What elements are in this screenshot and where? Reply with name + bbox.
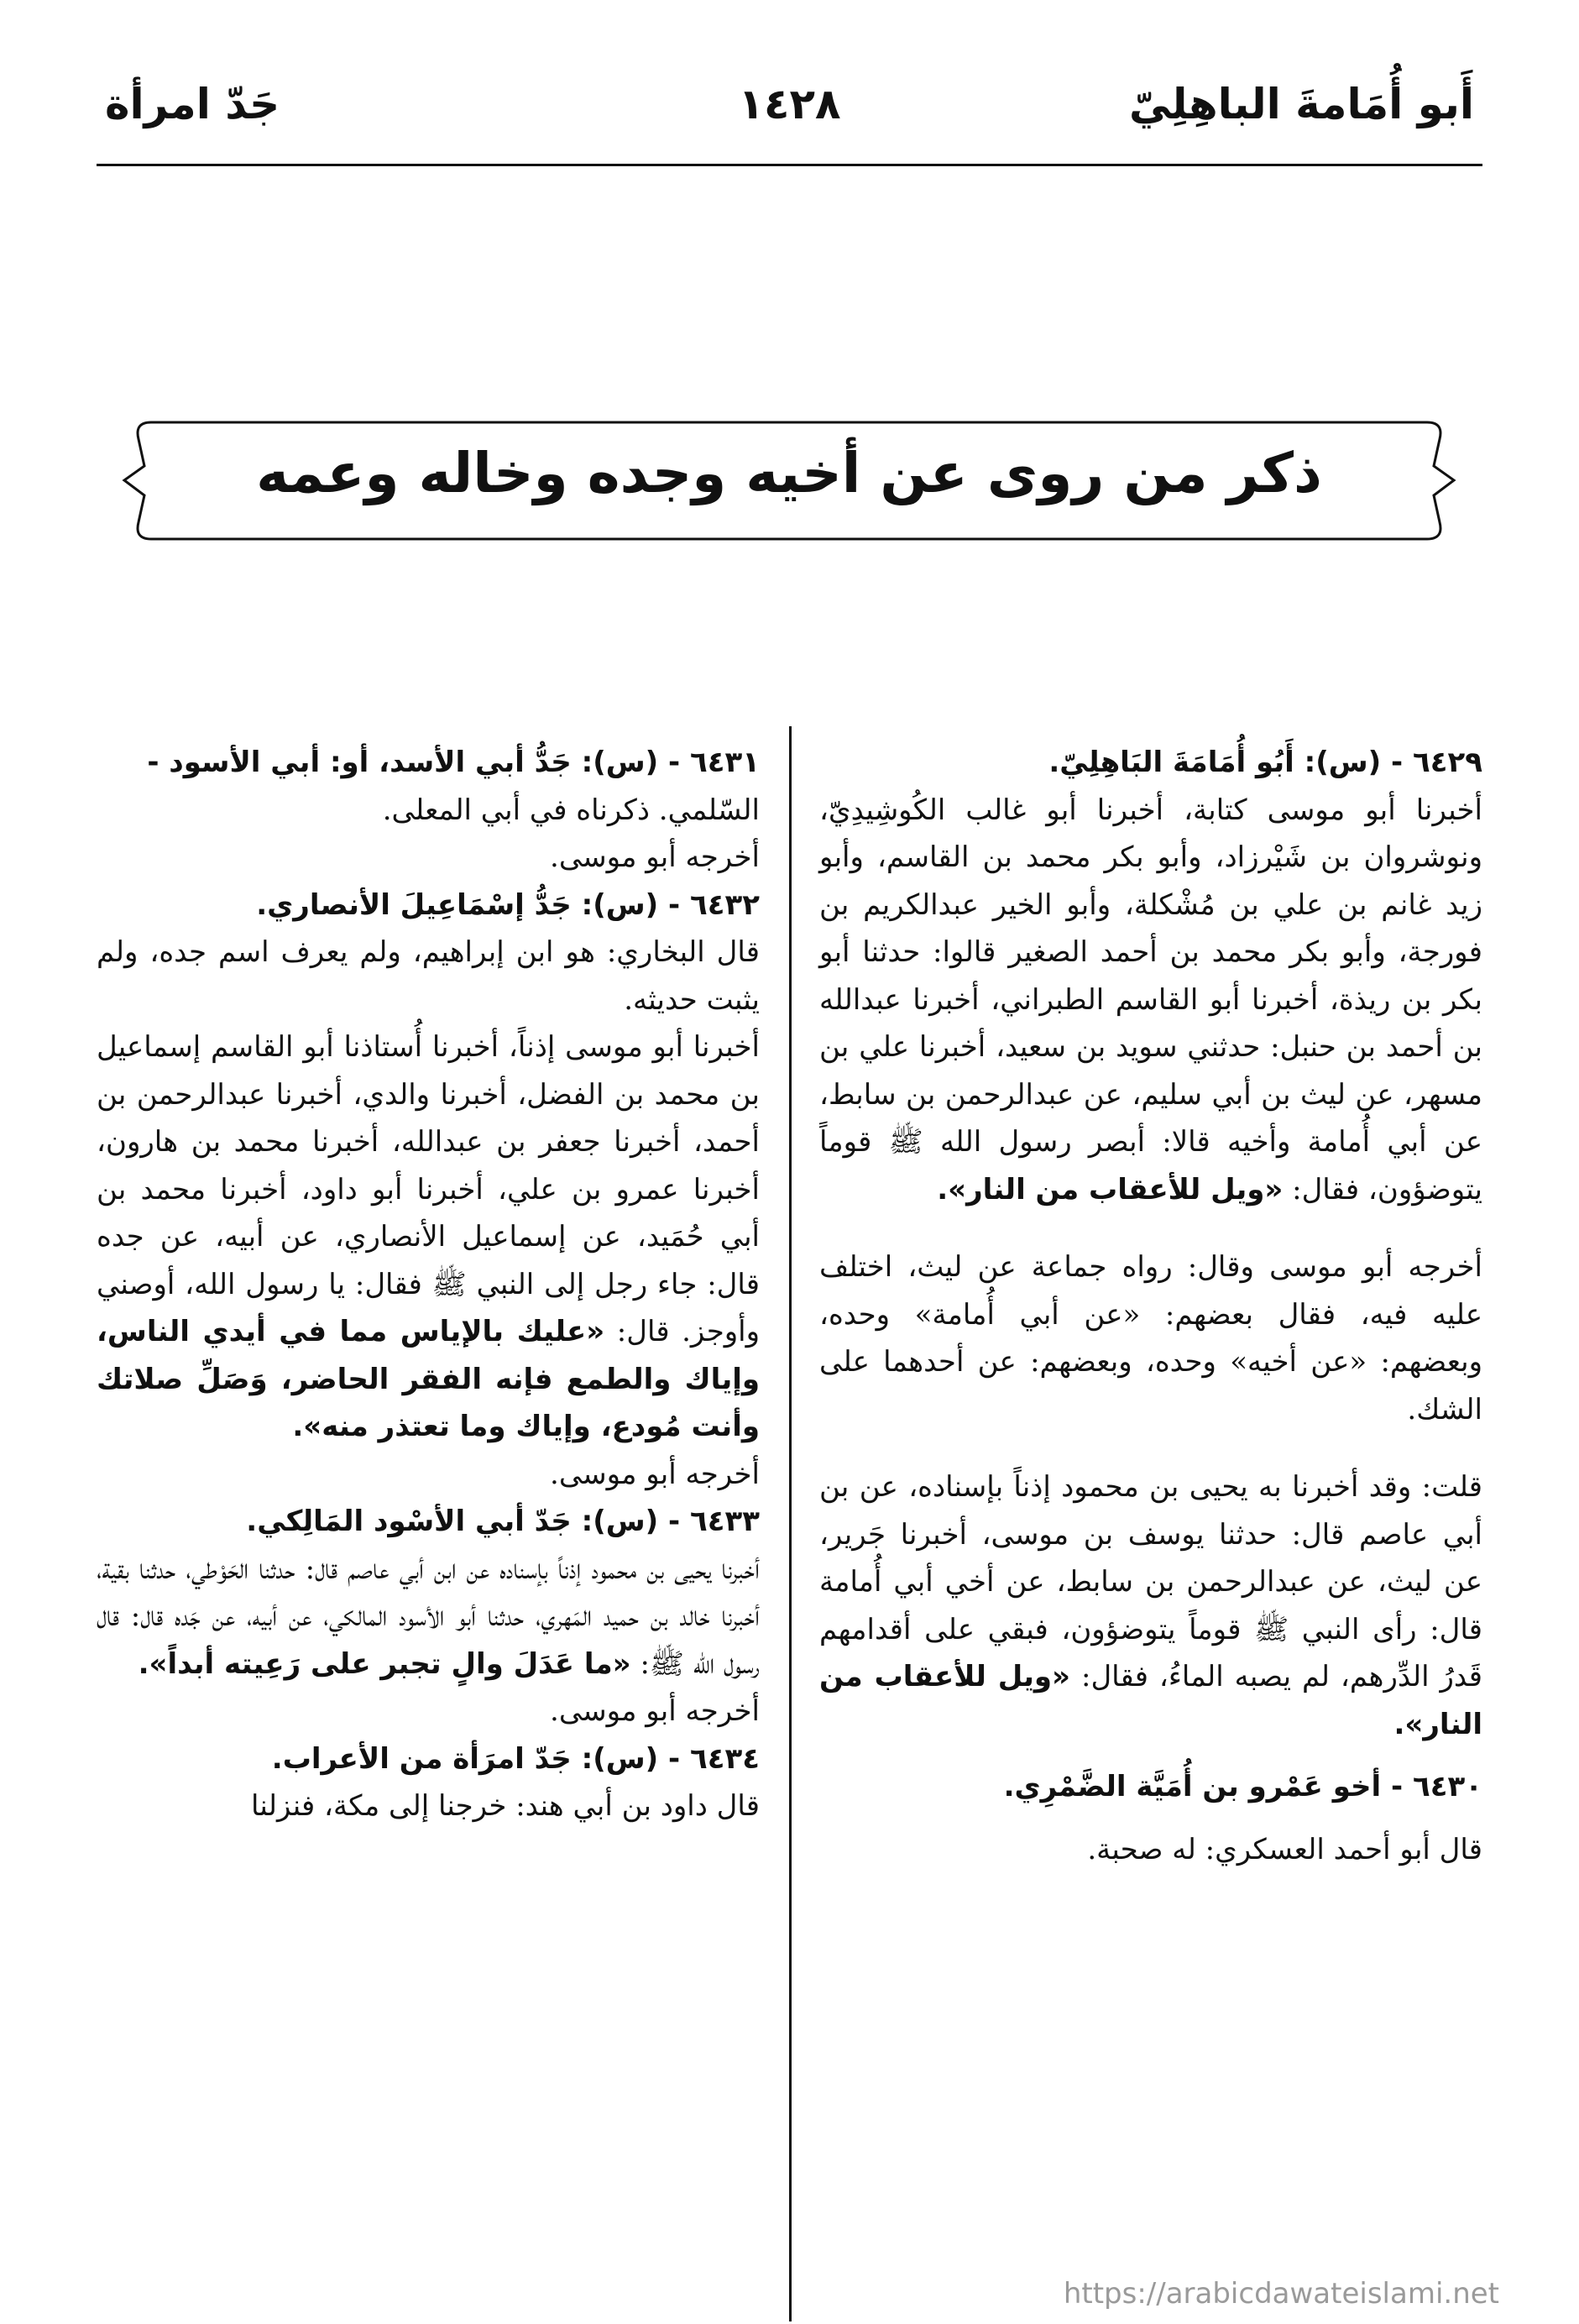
entry-6434-heading: ٦٤٣٤ - (س): جَدّ امرَأة من الأعراب. <box>271 1741 760 1776</box>
entry-6429-paragraph <box>819 787 1482 1214</box>
entry-6432-text: قال البخاري: هو ابن إبراهيم، ولم يعرف اسم جده، ولم يثبت حديثه. <box>97 935 760 1017</box>
entry-6431-text: السّلمي. ذكرناه في أبي المعلى. <box>382 793 760 827</box>
watermark-url: https://arabicdawateislami.net <box>1063 2277 1499 2311</box>
entry-6432-heading: ٦٤٣٢ - (س): جَدُّ إسْمَاعِيلَ الأنصاري. <box>256 887 760 922</box>
page-number: ١٤٢٨ <box>738 80 841 128</box>
right-column <box>819 739 1482 1873</box>
entry-6433-isnad: أخبرنا يحيى بن محمود إذناً بإسناده عن ابن أبي عاصم قال: حدثنا الحَوْطي، حدثنا بقية، أخبرنا خالد بن حميد المَهري، حدثنا أبو الأسود المالكي، عن أبيه، عن جَده قال: قال رسول الله ﷺ: <box>97 1552 760 1681</box>
entry-6429-heading: ٦٤٢٩ - (س): أَبُو أُمَامَةَ البَاهِلِيّ. <box>1048 746 1482 779</box>
entry-6432-source: أخرجه أبو موسى. <box>550 1457 760 1491</box>
left-column <box>97 739 760 1830</box>
entry-6432-hadith: «عليك بالإياس مما في أيدي الناس، وإياك والطمع فإنه الفقر الحاضر، وَصَلِّ صلاتك وأنت مُودع، وإياك وما تعتذر منه». <box>97 1315 760 1443</box>
entry-6429-paragraph-2 <box>819 1463 1482 1748</box>
running-head-right: أَبو أُمَامةَ الباهِلِيّ <box>1129 80 1474 128</box>
entry-6433-paragraph <box>97 1546 760 1688</box>
entry-6429-hadith-2: «ويل للأعقاب من النار». <box>819 1660 1482 1741</box>
entry-6434-text: قال داود بن أبي هند: خرجنا إلى مكة، فنزلنا <box>250 1789 760 1823</box>
entry-6433-hadith: «ما عَدَلَ والٍ تجبر على رَعِيته أبداً». <box>138 1646 631 1681</box>
entry-6429-note: أخرجه أبو موسى وقال: رواه جماعة عن ليث، اختلف عليه فيه، فقال بعضهم: «عن أبي أُمامة» وحده، وبعضهم: «عن أخيه» وحده، وبعضهم: عن أحدهما على الشك. <box>819 1250 1482 1426</box>
running-head-left: جَدّ امرأة <box>105 80 280 128</box>
banner-title: ذكر من روى عن أخيه وجده وخاله وعمه <box>256 441 1322 505</box>
section-banner <box>118 416 1461 546</box>
entry-6433-heading: ٦٤٣٣ - (س): جَدّ أبي الأسْود المَالِكي. <box>246 1505 760 1538</box>
entry-6430-text: قال أبو أحمد العسكري: له صحبة. <box>1087 1832 1482 1866</box>
entry-6433-source: أخرجه أبو موسى. <box>550 1694 760 1728</box>
page-header <box>80 80 1499 147</box>
entry-6430-heading: ٦٤٣٠ - أخو عَمْرو بن أُمَيَّة الضَّمْرِي. <box>1003 1770 1482 1803</box>
entry-6432-paragraph <box>97 1023 760 1451</box>
entry-6429-isnad-2: قلت: وقد أخبرنا به يحيى بن محمود إذناً بإسناده، عن بن أبي عاصم قال: حدثنا يوسف بن موسى، أخبرنا جَرير، عن ليث، عن عبدالرحمن بن سابط، عن أخي أبي أُمامة قال: رأى النبي ﷺ قوماً يتوضؤون، فبقي على أقدامهم قَدرُ الدِّرهم، لم يصبه الماءُ، فقال: <box>819 1470 1483 1693</box>
entry-6432-isnad: أخبرنا أبو موسى إذناً، أخبرنا أُستاذنا أبو القاسم إسماعيل بن محمد بن الفضل، أخبرنا والدي، أخبرنا عبدالرحمن بن أحمد، أخبرنا جعفر بن عبدالله، أخبرنا محمد بن هارون، أخبرنا عمرو بن علي، أخبرنا أبو داود، أخبرنا محمد بن أبي حُمَيد، عن إسماعيل الأنصاري، عن أبيه، عن جده قال: جاء رجل إلى النبي ﷺ فقال: يا رسول الله، أوصني وأوجز. قال: <box>97 1030 760 1348</box>
entry-6431-heading: ٦٤٣١ - (س): جَدُّ أبي الأسد، أو: أبي الأسود - <box>147 746 760 779</box>
header-rule <box>97 164 1482 166</box>
entry-6431-source: أخرجه أبو موسى. <box>550 840 760 874</box>
entry-6429-isnad: أخبرنا أبو موسى كتابة، أخبرنا أبو غالب الكُوشِيدِيّ، ونوشروان بن شَيْرزاد، وأبو بكر محمد بن القاسم، وأبو زيد غانم بن علي بن مُشْكلة، وأبو الخير عبدالكريم بن فورجة، وأبو بكر محمد بن أحمد الصغير قالوا: حدثنا أبو بكر بن ريذة، أخبرنا أبو القاسم الطبراني، أخبرنا عبدالله بن أحمد بن حنبل: حدثني سويد بن سعيد، أخبرنا علي بن مسهر، عن ليث بن أبي سليم، عن عبدالرحمن بن سابط، عن أبي أُمامة وأخيه قالا: أبصر رسول الله ﷺ قوماً يتوضؤون، فقال: <box>819 793 1482 1206</box>
entry-6429-hadith: «ويل للأعقاب من النار». <box>937 1172 1284 1206</box>
column-divider <box>789 726 792 2321</box>
